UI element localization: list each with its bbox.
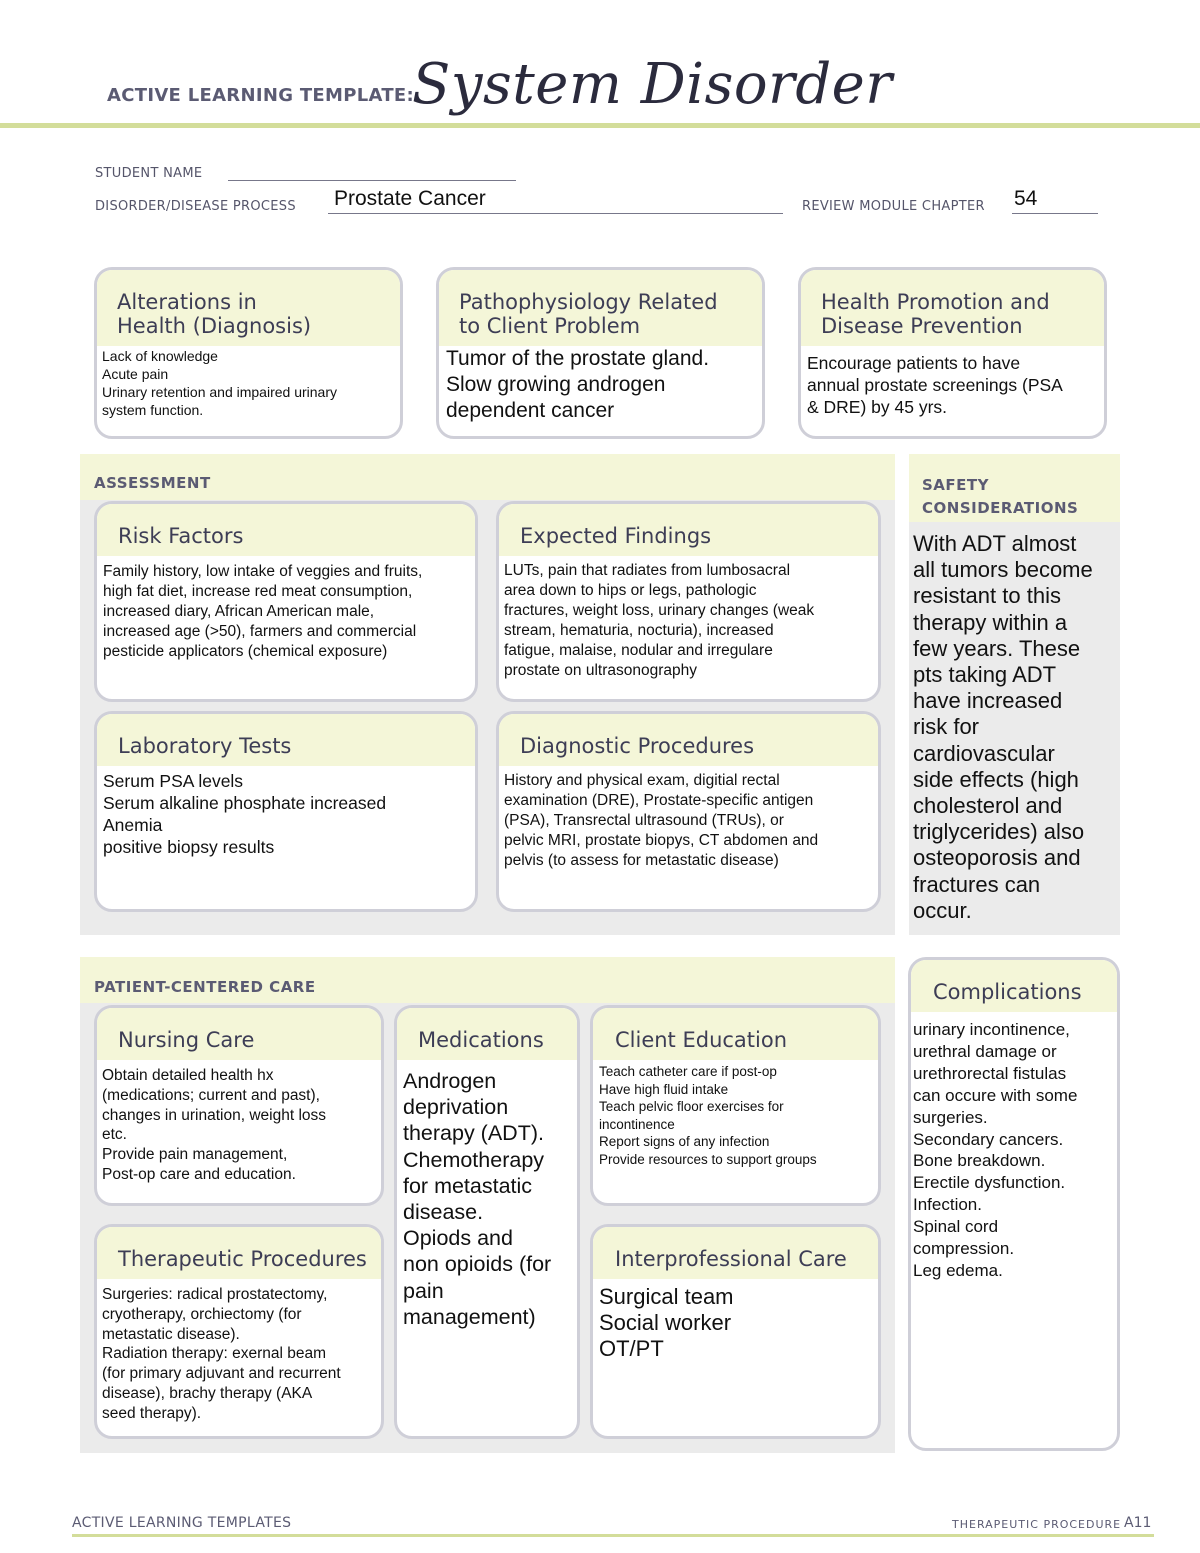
text-line: surgeries. (913, 1107, 988, 1127)
text-line: changes in urination, weight loss (102, 1106, 327, 1124)
laboratory-tests-box (94, 711, 478, 912)
risk-factors-content (97, 556, 475, 662)
nursing-care-title: Nursing Care (97, 1008, 381, 1060)
text-line: & DRE) by 45 yrs. (807, 397, 948, 417)
text-line: Serum alkaline phosphate increased (103, 793, 387, 813)
text-line: osteoporosis and (913, 845, 1081, 871)
text-line: non opioids (for (403, 1252, 552, 1277)
header-divider (0, 123, 1200, 128)
chapter-value: 54 (1014, 187, 1038, 210)
expected-findings-content (499, 556, 878, 681)
complications-title: Complications (911, 960, 1117, 1012)
template-label: ACTIVE LEARNING TEMPLATE: (107, 85, 414, 106)
text-line: urethrorectal fistulas (913, 1063, 1067, 1083)
text-line: Serum PSA levels (103, 771, 244, 791)
text-line: prostate on ultrasonography (504, 662, 698, 679)
alterations-title-line2: Health (Diagnosis) (117, 314, 312, 338)
text-line: History and physical exam, digitial rectal (504, 772, 780, 789)
text-line: compression. (913, 1239, 1015, 1259)
alterations-title (97, 270, 400, 346)
text-line: disease), brachy therapy (AKA (102, 1384, 313, 1402)
text-line: Teach pelvic floor exercises for (599, 1099, 784, 1115)
footer-divider (72, 1534, 1154, 1537)
text-line: metastatic disease). (102, 1325, 240, 1343)
text-line: (medications; current and past), (102, 1086, 320, 1104)
text-line: Radiation therapy: exernal beam (102, 1345, 327, 1363)
pathophysiology-content (439, 346, 762, 424)
text-line: Provide resources to support groups (599, 1151, 817, 1167)
disorder-label: DISORDER/DISEASE PROCESS (95, 199, 296, 214)
text-line: can occure with some (913, 1085, 1078, 1105)
text-line: Obtain detailed health hx (102, 1067, 274, 1084)
alterations-box (94, 267, 403, 439)
text-line: cryotherapy, orchiectomy (for (102, 1305, 302, 1323)
text-line: urethral damage or (913, 1041, 1057, 1061)
therapeutic-procedures-title: Therapeutic Procedures (97, 1227, 381, 1279)
text-line: resistant to this (913, 583, 1061, 609)
text-line: Lack of knowledge (102, 348, 218, 364)
safety-label-line2: CONSIDERATIONS (922, 499, 1079, 517)
footer-title: ACTIVE LEARNING TEMPLATES (72, 1515, 292, 1531)
text-line: Encourage patients to have (807, 353, 1021, 373)
risk-factors-title: Risk Factors (97, 504, 475, 556)
pathophysiology-box (436, 267, 765, 439)
text-line: Post-op care and education. (102, 1165, 296, 1183)
text-line: Androgen (403, 1069, 497, 1093)
chapter-field[interactable] (1012, 187, 1098, 214)
disorder-value: Prostate Cancer (334, 187, 486, 210)
text-line: fractures, weight loss, urinary changes (weak (504, 602, 815, 619)
text-line: Social worker (599, 1310, 732, 1336)
text-line: Leg edema. (913, 1260, 1003, 1280)
text-line: high fat diet, increase red meat consumption, (103, 583, 413, 600)
therapeutic-procedures-box (94, 1224, 384, 1439)
text-line: examination (DRE), Prostate-specific antigen (504, 792, 814, 809)
safety-label (922, 474, 1078, 520)
text-line: pelvis (to assess for metastatic disease) (504, 852, 779, 869)
text-line: Surgical team (599, 1284, 734, 1309)
text-line: increased diary, African American male, (103, 603, 375, 620)
text-line: pts taking ADT (913, 662, 1057, 688)
text-line: incontinence (599, 1116, 675, 1132)
template-title: System Disorder (412, 52, 893, 117)
text-line: Tumor of the prostate gland. (446, 347, 710, 370)
health-promotion-title-line2: Disease Prevention (821, 314, 1023, 338)
assessment-label: ASSESSMENT (94, 474, 211, 492)
text-line: Opiods and (403, 1226, 513, 1251)
therapeutic-procedures-content (97, 1279, 381, 1424)
text-line: Infection. (913, 1195, 982, 1215)
text-line: seed therapy). (102, 1404, 202, 1422)
text-line: Spinal cord (913, 1217, 999, 1237)
text-line: system function. (102, 402, 204, 418)
text-line: therapy (ADT). (403, 1121, 544, 1146)
text-line: all tumors become (913, 557, 1093, 583)
expected-findings-title: Expected Findings (499, 504, 878, 556)
laboratory-tests-title: Laboratory Tests (97, 714, 475, 766)
text-line: Secondary cancers. (913, 1129, 1064, 1149)
medications-content (397, 1060, 577, 1330)
diagnostic-procedures-title: Diagnostic Procedures (499, 714, 878, 766)
text-line: Teach catheter care if post-op (599, 1064, 777, 1079)
text-line: pesticide applicators (chemical exposure) (103, 643, 388, 660)
medications-box (394, 1005, 580, 1439)
text-line: Slow growing androgen (446, 373, 666, 396)
text-line: deprivation (403, 1095, 509, 1120)
text-line: side effects (high (913, 766, 1079, 792)
text-line: urinary incontinence, (913, 1020, 1070, 1039)
pathophysiology-title-line2: to Client Problem (459, 314, 641, 338)
text-line: etc. (102, 1126, 127, 1144)
nursing-care-box (94, 1005, 384, 1206)
text-line: risk for (913, 714, 979, 740)
text-line: cholesterol and (913, 793, 1063, 819)
text-line: have increased (913, 688, 1063, 714)
text-line: increased age (>50), farmers and commercial (103, 623, 417, 640)
diagnostic-procedures-box (496, 711, 881, 912)
text-line: for metastatic (403, 1173, 533, 1198)
text-line: management) (403, 1304, 536, 1329)
chapter-label: REVIEW MODULE CHAPTER (802, 199, 985, 214)
health-promotion-content (801, 346, 1104, 418)
text-line: fractures can (913, 871, 1041, 897)
laboratory-tests-content (97, 766, 475, 858)
alterations-title-line1: Alterations in (117, 290, 257, 314)
text-line: therapy within a (913, 609, 1068, 635)
text-line: occur. (913, 897, 972, 923)
text-line: Erectile dysfunction. (913, 1173, 1066, 1193)
health-promotion-box (798, 267, 1107, 439)
text-line: Urinary retention and impaired urinary (102, 384, 337, 400)
text-line: With ADT almost (913, 531, 1077, 556)
client-education-box (590, 1005, 881, 1206)
text-line: Anemia (103, 815, 163, 835)
text-line: (PSA), Transrectal ultrasound (TRUs), or (504, 812, 784, 829)
text-line: Surgeries: radical prostatectomy, (102, 1286, 328, 1303)
text-line: pain (403, 1278, 444, 1303)
text-line: Acute pain (102, 366, 169, 382)
text-line: LUTs, pain that radiates from lumbosacral (504, 562, 791, 579)
text-line: (for primary adjuvant and recurrent (102, 1365, 341, 1383)
text-line: dependent cancer (446, 399, 615, 422)
health-promotion-title-line1: Health Promotion and (821, 290, 1050, 314)
expected-findings-box (496, 501, 881, 702)
nursing-care-content (97, 1060, 381, 1185)
interprofessional-care-content (593, 1279, 878, 1363)
text-line: Family history, low intake of veggies and fruits, (103, 563, 423, 580)
text-line: area down to hips or legs, pathologic (504, 582, 757, 599)
text-line: annual prostate screenings (PSA (807, 375, 1063, 395)
page-number: A11 (1124, 1515, 1152, 1531)
text-line: OT/PT (599, 1336, 664, 1362)
client-education-content (593, 1060, 878, 1169)
text-line: Have high fluid intake (599, 1081, 729, 1097)
complications-content (911, 1012, 1117, 1282)
pathophysiology-title (439, 270, 762, 346)
health-promotion-title (801, 270, 1104, 346)
student-name-label: STUDENT NAME (95, 166, 203, 181)
safety-content (913, 531, 1118, 924)
interprofessional-care-title: Interprofessional Care (593, 1227, 878, 1279)
text-line: stream, hematuria, nocturia), increased (504, 622, 774, 639)
text-line: positive biopsy results (103, 837, 275, 857)
pathophysiology-title-line1: Pathophysiology Related (459, 290, 718, 314)
disorder-field[interactable] (328, 187, 783, 214)
text-line: cardiovascular (913, 740, 1055, 766)
safety-label-line1: SAFETY (922, 476, 989, 494)
alterations-content (97, 346, 400, 419)
text-line: Chemotherapy (403, 1147, 545, 1172)
patient-care-label: PATIENT-CENTERED CARE (94, 978, 316, 996)
risk-factors-box (94, 501, 478, 702)
text-line: disease. (403, 1200, 484, 1225)
medications-title: Medications (397, 1008, 577, 1060)
footer-section: THERAPEUTIC PROCEDURE (952, 1518, 1122, 1531)
text-line: fatigue, malaise, nodular and irregulare (504, 642, 773, 659)
text-line: triglycerides) also (913, 819, 1085, 845)
diagnostic-procedures-content (499, 766, 878, 871)
student-name-field[interactable] (228, 166, 516, 181)
complications-box (908, 957, 1120, 1451)
text-line: pelvic MRI, prostate biopys, CT abdomen and (504, 832, 819, 849)
text-line: Bone breakdown. (913, 1151, 1046, 1171)
client-education-title: Client Education (593, 1008, 878, 1060)
text-line: few years. These (913, 635, 1081, 661)
interprofessional-care-box (590, 1224, 881, 1439)
text-line: Provide pain management, (102, 1146, 288, 1164)
text-line: Report signs of any infection (599, 1134, 770, 1150)
